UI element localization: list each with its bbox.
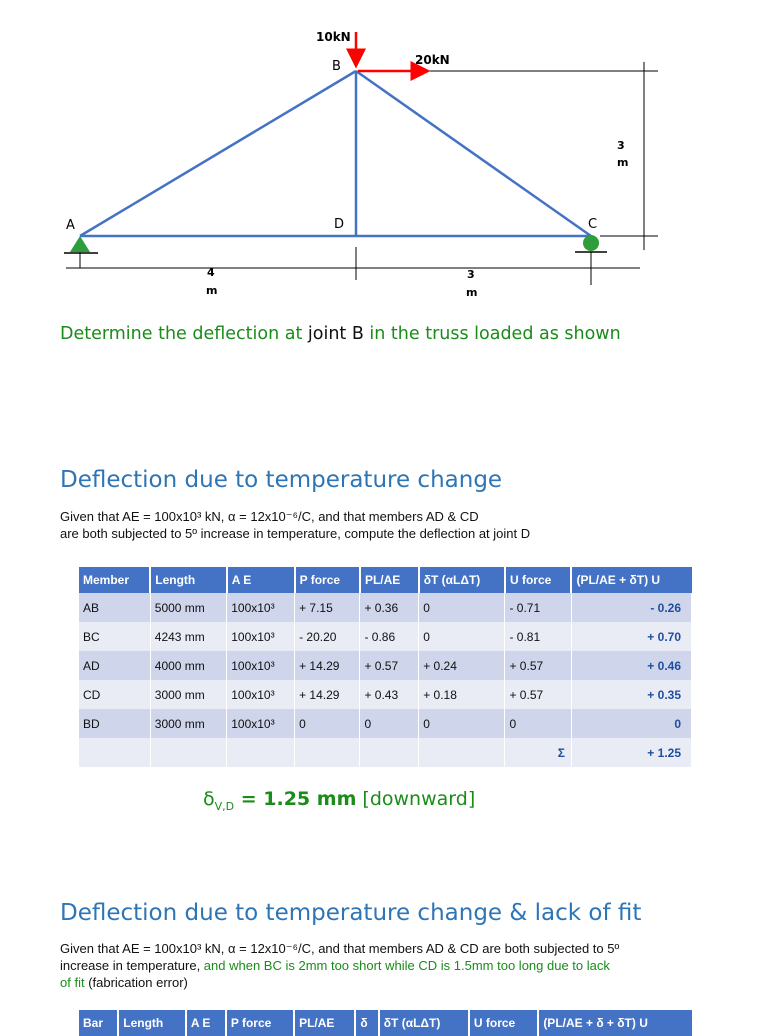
roller-support-c [583, 235, 599, 251]
table2-header: PL/AE [294, 1010, 355, 1036]
table1-header: (PL/AE + δT) U [571, 567, 691, 593]
table2-header: δT (αLΔT) [379, 1010, 469, 1036]
section1-given [60, 508, 530, 542]
table2-header: (PL/AE + δ + δT) U [538, 1010, 692, 1036]
joint-a-label: A [66, 218, 75, 233]
left-span-value: 4 [207, 266, 215, 279]
section1-given-line2: are both subjected to 5º increase in temperature, compute the deflection at joint D [60, 526, 531, 541]
joint-c-label: C [588, 217, 598, 232]
table1-cell: 100x10³ [227, 593, 295, 622]
table1-cell: + 0.57 [360, 651, 419, 680]
table1-cell: 0 [419, 709, 505, 738]
height-dim-unit: m [617, 156, 629, 169]
table1-cell: BD [79, 709, 150, 738]
sum-value: + 1.25 [571, 738, 691, 767]
section2-given-line1: Given that AE = 100x10³ kN, α = 12x10⁻⁶/C, and that members AD & CD are both subjected to 5º [60, 941, 620, 956]
table2-header: P force [226, 1010, 294, 1036]
table1-row [79, 593, 692, 622]
table1-row [79, 622, 692, 651]
table1-cell: 0 [419, 593, 505, 622]
left-span-unit: m [206, 284, 218, 297]
problem-text-2: in the truss loaded as shown [363, 324, 621, 344]
right-span-value: 3 [467, 268, 475, 281]
table1-cell: + 0.35 [571, 680, 691, 709]
truss-diagram [0, 0, 768, 310]
table1-cell: 100x10³ [227, 622, 295, 651]
table1-cell: 0 [419, 622, 505, 651]
result-direction: [downward] [356, 788, 476, 810]
table1-row [79, 680, 692, 709]
table1-cell: - 0.81 [505, 622, 572, 651]
table2-header: Bar [79, 1010, 118, 1036]
table2-header: A E [186, 1010, 226, 1036]
table1-header: P force [295, 567, 360, 593]
table1-cell: BC [79, 622, 150, 651]
table1-cell: + 14.29 [295, 680, 360, 709]
section2-title: Deflection due to temperature change & lack of fit [60, 900, 642, 926]
problem-text-1: Determine the deflection at [60, 324, 308, 344]
section1-title: Deflection due to temperature change [60, 467, 503, 493]
section2-given-green2: of fit [60, 975, 85, 990]
table1-cell: + 0.24 [419, 651, 505, 680]
member-ab [80, 71, 356, 236]
table1-cell: 0 [295, 709, 360, 738]
table1-cell: 3000 mm [150, 680, 226, 709]
table1-header: PL/AE [360, 567, 419, 593]
table1-cell: + 0.43 [360, 680, 419, 709]
table1-header-row [79, 567, 692, 593]
sum-symbol: Σ [505, 738, 572, 767]
table1-cell [295, 738, 360, 767]
table1-cell: 4000 mm [150, 651, 226, 680]
table1-cell: 0 [571, 709, 691, 738]
table1-header: U force [505, 567, 572, 593]
table1-cell: CD [79, 680, 150, 709]
table1-cell: - 20.20 [295, 622, 360, 651]
table1-sum-row [79, 738, 692, 767]
joint-d-label: D [334, 217, 345, 232]
table1-cell: + 0.18 [419, 680, 505, 709]
result-value: = 1.25 mm [234, 788, 357, 810]
table1-cell [79, 738, 150, 767]
result-deflection [203, 788, 475, 813]
table1-cell: 0 [360, 709, 419, 738]
right-span-unit: m [466, 286, 478, 299]
table2-header: δ [355, 1010, 378, 1036]
section2-given [60, 940, 720, 991]
table1-cell: 4243 mm [150, 622, 226, 651]
section2-given-black3: (fabrication error) [84, 975, 188, 990]
table1-cell: 100x10³ [227, 709, 295, 738]
table2 [79, 1010, 692, 1036]
table1-cell: AB [79, 593, 150, 622]
joint-b-label: B [332, 59, 341, 74]
table1-cell: 3000 mm [150, 709, 226, 738]
table1-cell: 100x10³ [227, 651, 295, 680]
table1-cell: 100x10³ [227, 680, 295, 709]
table1-cell: + 0.36 [360, 593, 419, 622]
table1-header: Length [150, 567, 226, 593]
problem-statement [60, 324, 621, 344]
result-symbol: δ [203, 788, 215, 810]
table1-cell [360, 738, 419, 767]
result-subscript: V,D [214, 799, 235, 813]
table1-cell: AD [79, 651, 150, 680]
table1-cell: + 14.29 [295, 651, 360, 680]
table1-header: A E [227, 567, 295, 593]
table1-cell: + 0.57 [505, 680, 572, 709]
table1-row [79, 651, 692, 680]
member-bc [356, 71, 591, 236]
load-down-label: 10kN [316, 30, 351, 44]
pin-support-a [70, 236, 90, 252]
table1-cell: - 0.86 [360, 622, 419, 651]
table1-row [79, 709, 692, 738]
table1 [79, 567, 692, 767]
table1-cell: 5000 mm [150, 593, 226, 622]
problem-joint: joint B [307, 324, 364, 344]
table1-header: δT (αLΔT) [419, 567, 505, 593]
load-right-label: 20kN [415, 53, 450, 67]
table1-cell: + 0.46 [571, 651, 691, 680]
table1-cell: + 7.15 [295, 593, 360, 622]
height-dim-value: 3 [617, 139, 625, 152]
section1-given-line1: Given that AE = 100x10³ kN, α = 12x10⁻⁶/C, and that members AD & CD [60, 509, 479, 524]
table1-cell: - 0.71 [505, 593, 572, 622]
table2-header: Length [118, 1010, 186, 1036]
section2-given-green: and when BC is 2mm too short while CD is 1.5mm too long due to lack [203, 958, 610, 973]
table1-header: Member [79, 567, 150, 593]
table1-cell: + 0.57 [505, 651, 572, 680]
table1-cell: 0 [505, 709, 572, 738]
section2-given-black: increase in temperature, [60, 958, 204, 973]
table1-cell: - 0.26 [571, 593, 691, 622]
table1-cell [419, 738, 505, 767]
table1-cell [150, 738, 226, 767]
table2-header: U force [469, 1010, 538, 1036]
table1-cell: + 0.70 [571, 622, 691, 651]
table1-cell [227, 738, 295, 767]
table2-header-row [79, 1010, 692, 1036]
